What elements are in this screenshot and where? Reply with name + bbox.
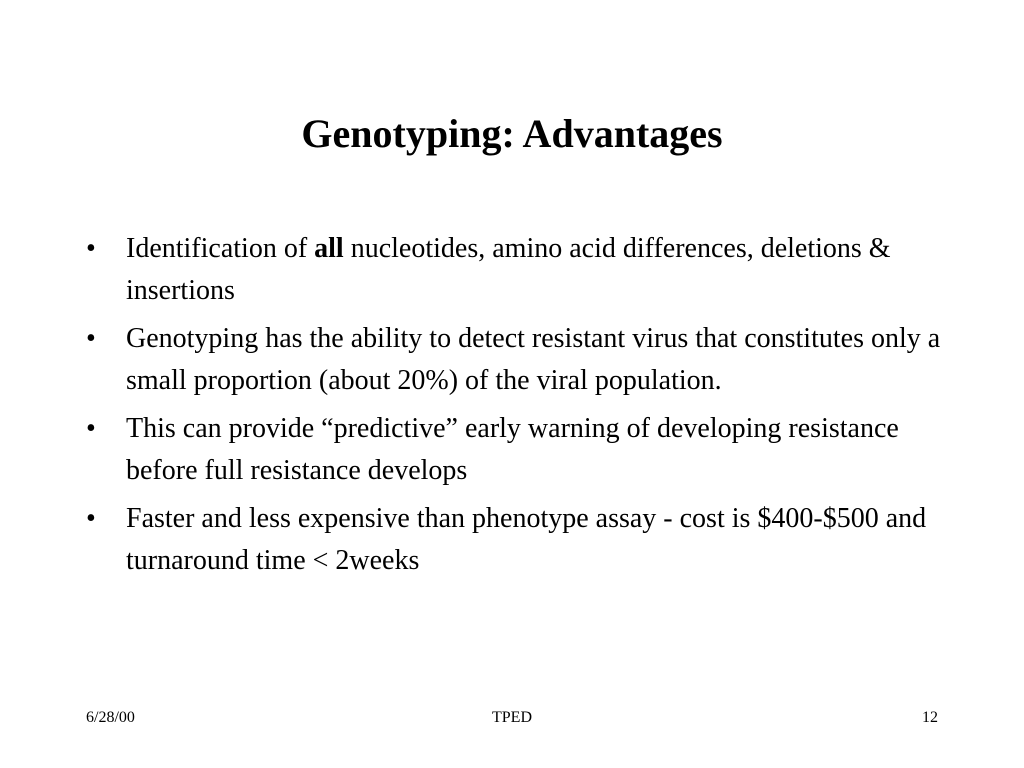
bullet-list — [86, 228, 956, 588]
bullet-text: This can provide “predictive” early warning of developing resistance before full resistance develops — [126, 413, 899, 486]
bullet-item — [86, 228, 956, 312]
bullet-text: Faster and less expensive than phenotype assay - cost is $400-$500 and turnaround time < 2weeks — [126, 503, 927, 576]
bullet-text-bold: all — [314, 233, 344, 264]
bullet-item — [86, 408, 956, 492]
bullet-text-after: nucleotides, amino acid differences, deletions & insertions — [126, 233, 891, 306]
bullet-icon: • — [86, 503, 96, 534]
footer-date: 6/28/00 — [86, 709, 135, 726]
bullet-text-before: Identification of — [126, 233, 315, 264]
bullet-item — [86, 318, 956, 402]
slide-title: Genotyping: Advantages — [301, 111, 723, 156]
footer-page-number: 12 — [922, 709, 938, 726]
bullet-item — [86, 498, 956, 582]
bullet-icon: • — [86, 323, 96, 354]
bullet-icon: • — [86, 413, 96, 444]
footer-center-text: TPED — [492, 709, 532, 726]
bullet-text: Genotyping has the ability to detect resistant virus that constitutes only a small proportion (about 20%) of the viral population. — [126, 323, 941, 396]
bullet-icon: • — [86, 233, 96, 264]
